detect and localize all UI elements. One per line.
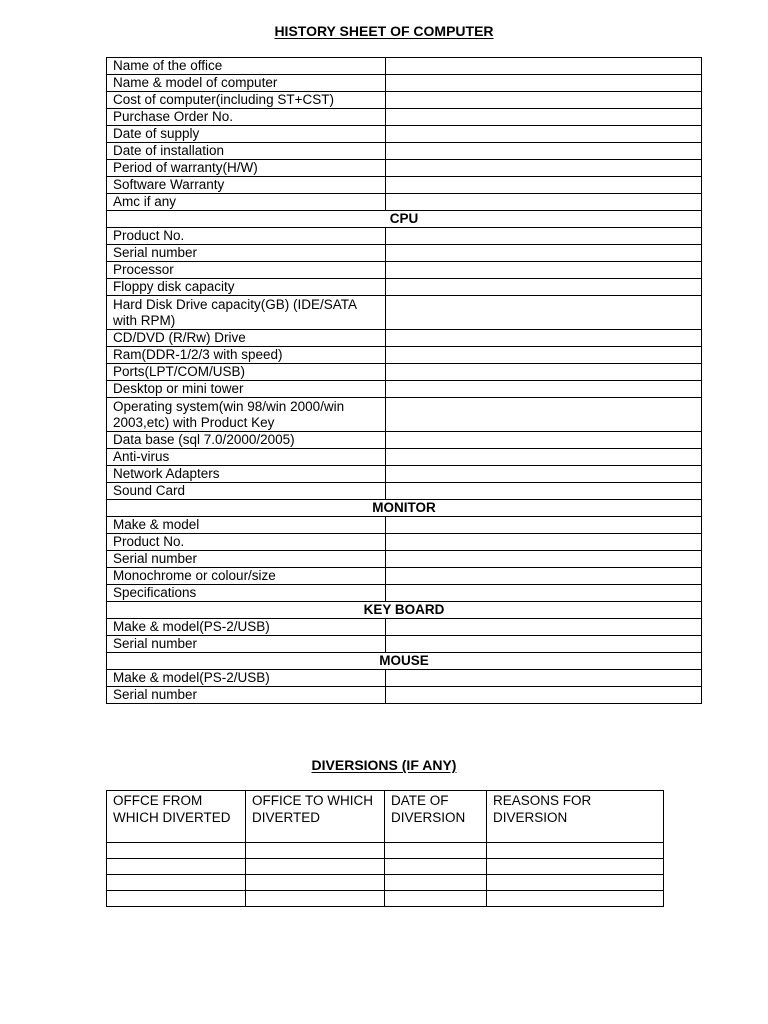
row-label: Data base (sql 7.0/2000/2005) xyxy=(107,432,386,449)
table-cell[interactable] xyxy=(385,859,487,875)
table-cell[interactable] xyxy=(487,891,664,907)
table-cell[interactable] xyxy=(246,891,385,907)
row-label: Product No. xyxy=(107,228,386,245)
table-row xyxy=(107,143,702,160)
row-label: Make & model(PS-2/USB) xyxy=(107,670,386,687)
table-row xyxy=(107,466,702,483)
table-row xyxy=(107,398,702,432)
value-cell[interactable] xyxy=(386,585,702,602)
value-cell[interactable] xyxy=(386,330,702,347)
table-row xyxy=(107,517,702,534)
row-label: Floppy disk capacity xyxy=(107,279,386,296)
table-row xyxy=(107,891,664,907)
row-label: Serial number xyxy=(107,687,386,704)
row-label: Cost of computer(including ST+CST) xyxy=(107,92,386,109)
table-row xyxy=(107,109,702,126)
value-cell[interactable] xyxy=(386,126,702,143)
table-row xyxy=(107,126,702,143)
row-label: Period of warranty(H/W) xyxy=(107,160,386,177)
section-row xyxy=(107,500,702,517)
table-row xyxy=(107,381,702,398)
table-row xyxy=(107,75,702,92)
row-label: Make & model(PS-2/USB) xyxy=(107,619,386,636)
section-row xyxy=(107,653,702,670)
section-heading-mouse: MOUSE xyxy=(107,653,702,670)
table-row xyxy=(107,228,702,245)
value-cell[interactable] xyxy=(386,551,702,568)
table-row xyxy=(107,875,664,891)
table-row xyxy=(107,483,702,500)
value-cell[interactable] xyxy=(386,177,702,194)
table-row xyxy=(107,534,702,551)
value-cell[interactable] xyxy=(386,194,702,211)
row-label: Monochrome or colour/size xyxy=(107,568,386,585)
value-cell[interactable] xyxy=(386,466,702,483)
value-cell[interactable] xyxy=(386,143,702,160)
row-label: Specifications xyxy=(107,585,386,602)
table-row xyxy=(107,245,702,262)
value-cell[interactable] xyxy=(386,670,702,687)
table-cell[interactable] xyxy=(385,891,487,907)
row-label: Network Adapters xyxy=(107,466,386,483)
table-cell[interactable] xyxy=(246,843,385,859)
row-label: Purchase Order No. xyxy=(107,109,386,126)
table-row xyxy=(107,859,664,875)
table-row xyxy=(107,177,702,194)
table-row xyxy=(107,432,702,449)
table-cell[interactable] xyxy=(487,843,664,859)
row-label: Hard Disk Drive capacity(GB) (IDE/SATA with RPM) xyxy=(107,296,386,330)
value-cell[interactable] xyxy=(386,517,702,534)
section-row xyxy=(107,602,702,619)
table-row xyxy=(107,160,702,177)
value-cell[interactable] xyxy=(386,619,702,636)
value-cell[interactable] xyxy=(386,58,702,75)
table-row xyxy=(107,364,702,381)
history-table xyxy=(106,57,702,704)
table-cell[interactable] xyxy=(107,891,246,907)
table-cell[interactable] xyxy=(107,843,246,859)
table-cell[interactable] xyxy=(246,875,385,891)
row-label: Serial number xyxy=(107,551,386,568)
column-header: OFFICE TO WHICH DIVERTED xyxy=(246,791,385,843)
table-row xyxy=(107,568,702,585)
row-label: Make & model xyxy=(107,517,386,534)
value-cell[interactable] xyxy=(386,364,702,381)
row-label: Serial number xyxy=(107,636,386,653)
value-cell[interactable] xyxy=(386,381,702,398)
value-cell[interactable] xyxy=(386,534,702,551)
row-label: Date of installation xyxy=(107,143,386,160)
value-cell[interactable] xyxy=(386,160,702,177)
table-row xyxy=(107,619,702,636)
table-row xyxy=(107,92,702,109)
row-label: Software Warranty xyxy=(107,177,386,194)
value-cell[interactable] xyxy=(386,347,702,364)
table-cell[interactable] xyxy=(246,859,385,875)
table-row xyxy=(107,194,702,211)
table-row xyxy=(107,279,702,296)
row-label: Ram(DDR-1/2/3 with speed) xyxy=(107,347,386,364)
table-row xyxy=(107,296,702,330)
row-label: Operating system(win 98/win 2000/win 2003,etc) with Product Key xyxy=(107,398,386,432)
section-heading-cpu: CPU xyxy=(107,211,702,228)
table-row xyxy=(107,670,702,687)
table-cell[interactable] xyxy=(385,875,487,891)
table-header-row xyxy=(107,791,664,843)
table-row xyxy=(107,58,702,75)
row-label: Sound Card xyxy=(107,483,386,500)
value-cell[interactable] xyxy=(386,398,702,432)
row-label: Serial number xyxy=(107,245,386,262)
row-label: Name & model of computer xyxy=(107,75,386,92)
value-cell[interactable] xyxy=(386,568,702,585)
row-label: Product No. xyxy=(107,534,386,551)
row-label: Anti-virus xyxy=(107,449,386,466)
table-row xyxy=(107,551,702,568)
value-cell[interactable] xyxy=(386,449,702,466)
table-cell[interactable] xyxy=(107,859,246,875)
table-row xyxy=(107,347,702,364)
section-heading-monitor: MONITOR xyxy=(107,500,702,517)
row-label: Amc if any xyxy=(107,194,386,211)
table-row xyxy=(107,449,702,466)
diversions-table xyxy=(106,790,664,907)
section-row xyxy=(107,211,702,228)
row-label: Date of supply xyxy=(107,126,386,143)
value-cell[interactable] xyxy=(386,245,702,262)
row-label: Desktop or mini tower xyxy=(107,381,386,398)
row-label: Ports(LPT/COM/USB) xyxy=(107,364,386,381)
column-header: DATE OF DIVERSION xyxy=(385,791,487,843)
table-cell[interactable] xyxy=(487,859,664,875)
page-title: HISTORY SHEET OF COMPUTER xyxy=(274,23,494,39)
row-label: CD/DVD (R/Rw) Drive xyxy=(107,330,386,347)
value-cell[interactable] xyxy=(386,279,702,296)
table-row xyxy=(107,262,702,279)
value-cell[interactable] xyxy=(386,228,702,245)
value-cell[interactable] xyxy=(386,687,702,704)
value-cell[interactable] xyxy=(386,92,702,109)
table-row xyxy=(107,636,702,653)
table-cell[interactable] xyxy=(107,875,246,891)
table-row xyxy=(107,687,702,704)
value-cell[interactable] xyxy=(386,109,702,126)
column-header: REASONS FOR DIVERSION xyxy=(487,791,664,843)
value-cell[interactable] xyxy=(386,262,702,279)
diversions-title: DIVERSIONS (IF ANY) xyxy=(311,757,457,773)
section-heading-keyboard: KEY BOARD xyxy=(107,602,702,619)
value-cell[interactable] xyxy=(386,296,702,330)
value-cell[interactable] xyxy=(386,432,702,449)
column-header: OFFCE FROM WHICH DIVERTED xyxy=(107,791,246,843)
table-cell[interactable] xyxy=(385,843,487,859)
table-cell[interactable] xyxy=(487,875,664,891)
table-row xyxy=(107,585,702,602)
value-cell[interactable] xyxy=(386,636,702,653)
row-label: Processor xyxy=(107,262,386,279)
row-label: Name of the office xyxy=(107,58,386,75)
value-cell[interactable] xyxy=(386,75,702,92)
value-cell[interactable] xyxy=(386,483,702,500)
table-row xyxy=(107,843,664,859)
table-row xyxy=(107,330,702,347)
